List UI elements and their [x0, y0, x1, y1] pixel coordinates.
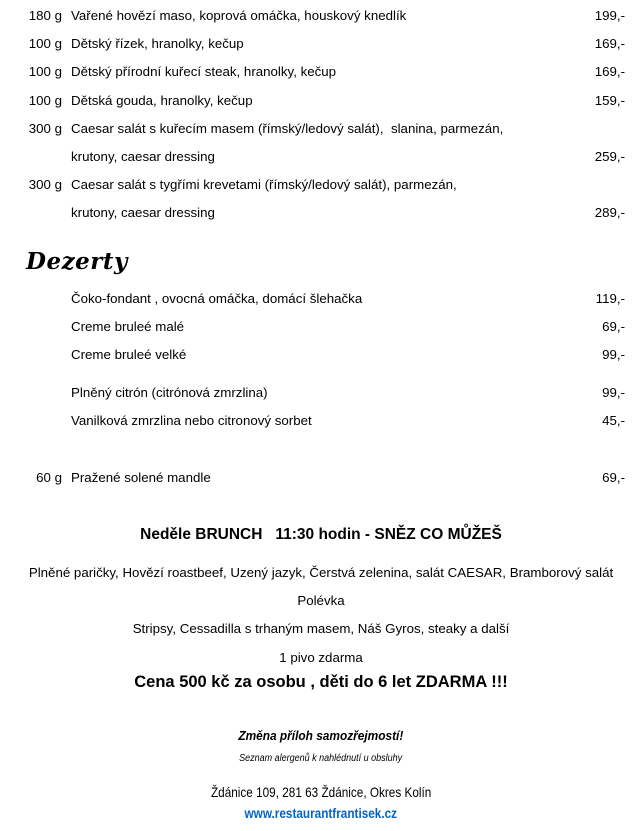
- item-description: Dětská gouda, hranolky, kečup: [71, 92, 253, 108]
- brunch-line: Polévka: [297, 593, 345, 609]
- item-price: 169,-: [594, 64, 625, 80]
- item-description: Čoko-fondant , ovocná omáčka, domácí šlehačka: [71, 290, 363, 306]
- allergen-note-text: Seznam alergenů k nahlédnutí u obsluhy: [239, 752, 403, 764]
- item-price: 99,-: [602, 347, 625, 363]
- dessert-item-list: [0, 291, 642, 442]
- footer: [0, 729, 642, 822]
- weight-label: 300 g: [28, 177, 62, 193]
- weight-label: 300 g: [28, 120, 62, 136]
- weight-label: 60 g: [36, 470, 62, 486]
- menu-row: [0, 413, 642, 441]
- brunch-line: Stripsy, Cessadilla s trhaným masem, Náš Gyros, steaky a další: [132, 621, 510, 637]
- menu-row: [0, 121, 642, 149]
- item-description: Creme bruleé velké: [71, 347, 187, 363]
- item-description: krutony, caesar dressing: [71, 148, 215, 164]
- sides-note-text: Změna příloh samozřejmostí!: [238, 728, 404, 743]
- menu-row: [0, 205, 642, 233]
- menu-row: [0, 36, 642, 64]
- menu-row: [0, 291, 642, 319]
- website-link-text: www.restaurantfrantisek.cz: [244, 804, 398, 821]
- item-price: 169,-: [594, 36, 625, 52]
- item-description: Caesar salát s kuřecím masem (římský/ledový salát), slanina, parmezán,: [71, 120, 504, 136]
- weight-label: 100 g: [28, 92, 62, 108]
- item-price: 289,-: [594, 205, 625, 221]
- brunch-line: Plněné paričky, Hovězí roastbeef, Uzený jazyk, Čerstvá zelenina, salát CAESAR, Bramborový salát: [28, 564, 614, 580]
- menu-row: [0, 470, 642, 498]
- restaurant-address: [0, 784, 642, 801]
- section-heading-dezerty: Dezerty: [26, 247, 128, 275]
- item-description: krutony, caesar dressing: [71, 205, 215, 221]
- brunch-line: 1 pivo zdarma: [279, 649, 363, 665]
- menu-row: [0, 8, 642, 36]
- item-description: Vařené hovězí maso, koprová omáčka, houskový knedlík: [71, 8, 407, 23]
- sides-note: [0, 729, 642, 744]
- menu-row: [0, 347, 642, 375]
- menu-row: [0, 177, 642, 205]
- menu-row: [0, 385, 642, 413]
- item-price: 99,-: [602, 384, 625, 400]
- item-price: 119,-: [595, 290, 625, 306]
- menu-row: [0, 64, 642, 92]
- brunch-title: Neděle BRUNCH 11:30 hodin - SNĚZ CO MŮŽEŠ: [140, 525, 502, 543]
- weight-label: 180 g: [28, 8, 62, 23]
- menu-row: [0, 149, 642, 177]
- menu-row: [0, 319, 642, 347]
- item-description: Dětský řízek, hranolky, kečup: [71, 36, 244, 52]
- menu-item-list: [0, 0, 642, 234]
- item-description: Pražené solené mandle: [71, 470, 211, 486]
- item-price: 199,-: [594, 8, 625, 23]
- allergen-note: [0, 752, 642, 765]
- item-description: Creme bruleé malé: [71, 318, 185, 334]
- item-price: 69,-: [602, 318, 625, 334]
- item-price: 259,-: [594, 148, 625, 164]
- website-line: [0, 805, 642, 822]
- restaurant-address-text: Ždánice 109, 281 63 Ždánice, Okres Kolín: [210, 783, 432, 800]
- item-price: 69,-: [602, 470, 625, 486]
- website-link[interactable]: [230, 805, 412, 821]
- brunch-description: [0, 565, 642, 666]
- brunch-section: [0, 525, 642, 693]
- menu-row: [0, 93, 642, 121]
- weight-label: 100 g: [28, 64, 62, 80]
- item-description: Vanilková zmrzlina nebo citronový sorbet: [71, 413, 312, 429]
- item-price: 45,-: [602, 413, 625, 429]
- brunch-price-line: Cena 500 kč za osobu , děti do 6 let ZDARMA !!!: [134, 672, 508, 691]
- item-description: Dětský přírodní kuřecí steak, hranolky, kečup: [71, 64, 337, 80]
- item-description: Caesar salát s tygřími krevetami (římský/ledový salát), parmezán,: [71, 177, 457, 193]
- weight-label: 100 g: [28, 36, 62, 52]
- item-price: 159,-: [594, 92, 625, 108]
- item-description: Plněný citrón (citrónová zmrzlina): [71, 384, 268, 400]
